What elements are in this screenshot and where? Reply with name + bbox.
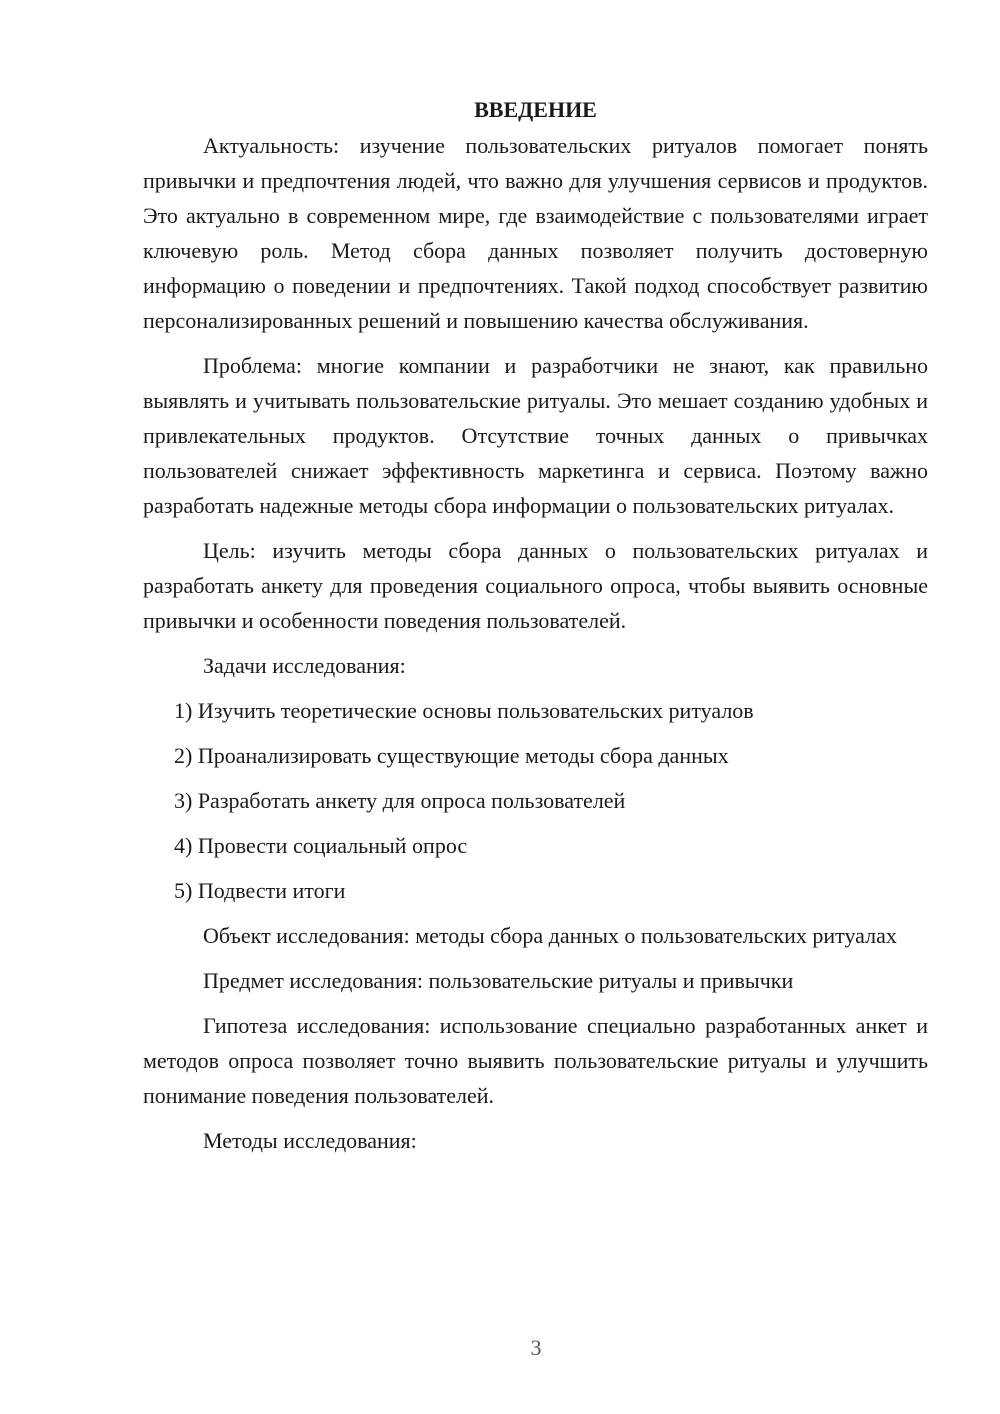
- task-item: 2) Проанализировать существующие методы сбора данных: [174, 743, 729, 768]
- task-list: [143, 693, 928, 908]
- paragraph-subject: Предмет исследования: пользовательские ритуалы и привычки: [203, 968, 794, 993]
- task-item: 3) Разработать анкету для опроса пользователей: [174, 788, 626, 813]
- section-heading: ВВЕДЕНИЕ: [474, 97, 597, 122]
- paragraph-goal: Цель: изучить методы сбора данных о пользовательских ритуалах и разработать анкету для проведения социального опроса, чтобы выявить основные привычки и особенности поведения пользователей.: [143, 538, 928, 633]
- paragraph-relevance: Актуальность: изучение пользовательских ритуалов помогает понять привычки и предпочтения людей, что важно для улучшения сервисов и продуктов. Это актуально в современном мире, где взаимодействие с пользователями играет ключевую роль. Метод сбора данных позволяет получить достоверную информацию о поведении и предпочтениях. Такой подход способствует развитию персонализированных решений и повышению качества обслуживания.: [143, 133, 928, 333]
- paragraph-methods: Методы исследования:: [203, 1128, 417, 1153]
- task-item: 4) Провести социальный опрос: [174, 833, 468, 858]
- document-page: [143, 92, 928, 1168]
- paragraph-tasks-heading: Задачи исследования:: [203, 653, 406, 678]
- paragraph-hypothesis: Гипотеза исследования: использование специально разработанных анкет и методов опроса позволяет точно выявить пользовательские ритуалы и улучшить понимание поведения пользователей.: [143, 1013, 928, 1108]
- page-number: 3: [530, 1335, 542, 1360]
- paragraph-problem: Проблема: многие компании и разработчики не знают, как правильно выявлять и учитывать пользовательские ритуалы. Это мешает созданию удобных и привлекательных продуктов. Отсутствие точных данных о привычках пользователей снижает эффективность маркетинга и сервиса. Поэтому важно разработать надежные методы сбора информации о пользовательских ритуалах.: [143, 353, 928, 518]
- paragraph-object: Объект исследования: методы сбора данных о пользовательских ритуалах: [203, 923, 897, 948]
- task-item: 1) Изучить теоретические основы пользовательских ритуалов: [174, 698, 754, 723]
- task-item: 5) Подвести итоги: [174, 878, 346, 903]
